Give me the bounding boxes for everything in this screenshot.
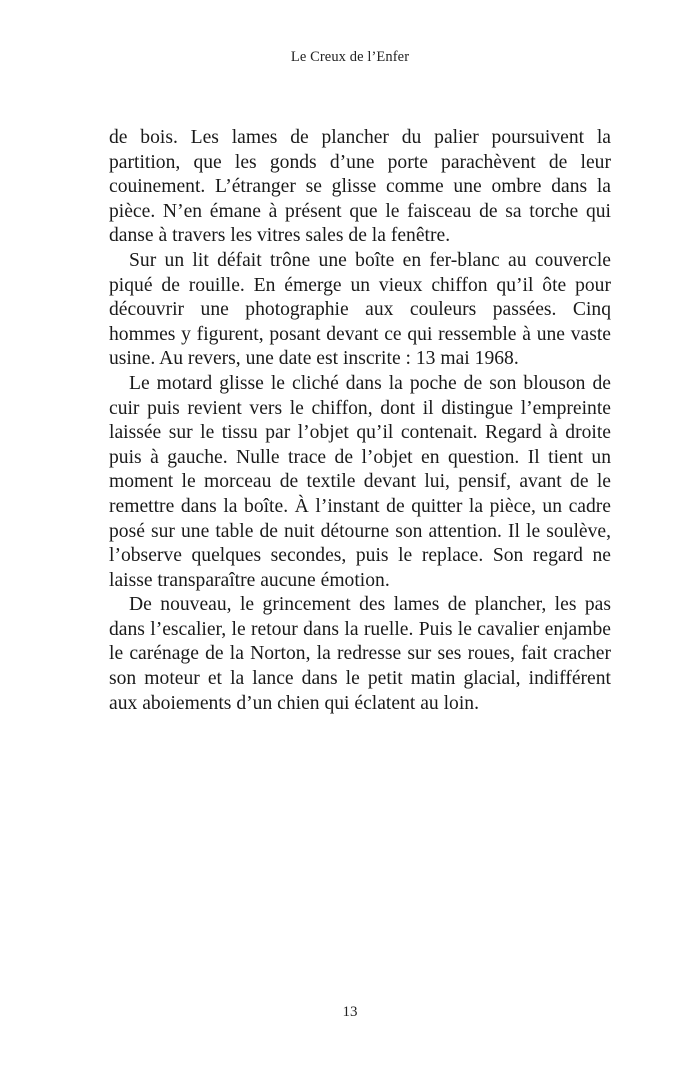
paragraph-1-continuation: de bois. Les lames de plancher du palier poursuivent la partition, que les gonds d’une porte parachèvent de leur couinement. L’étranger se glisse comme une ombre dans la pièce. N’en émane à présent que le faisceau de sa torche qui danse à travers les vitres sales de la fenêtre. bbox=[109, 127, 611, 247]
page-number: 13 bbox=[342, 1004, 358, 1020]
paragraph-4: De nouveau, le grincement des lames de plancher, les pas dans l’escalier, le retour dans la ruelle. Puis le cavalier enjambe le carénage de la Norton, la redresse sur ses roues, fait cracher son moteur et la lance dans le petit matin glacial, indifférent aux aboiements d’un chien qui éclatent au loin. bbox=[109, 594, 611, 714]
body-text bbox=[109, 126, 611, 716]
paragraph-2: Sur un lit défait trône une boîte en fer-blanc au couvercle piqué de rouille. En émerge un vieux chiffon qu’il ôte pour découvrir une photographie aux couleurs passées. Cinq hommes y figurent, posant devant ce qui ressemble à une vaste usine. Au revers, une date est inscrite : 13 mai 1968. bbox=[109, 249, 611, 370]
running-head-title: Le Creux de l’Enfer bbox=[290, 49, 410, 65]
paragraph-3: Le motard glisse le cliché dans la poche de son blouson de cuir puis revient vers le chiffon, dont il distingue l’empreinte laissée sur le tissu par l’objet qu’il contenait. Regard à droite puis à gauche. Nulle trace de l’objet en question. Il tient un moment le morceau de textile devant lui, pensif, avant de le remettre dans la boîte. À l’instant de quitter la pièce, un cadre posé sur une table de nuit détourne son attention. Il le soulève, l’observe quelques secondes, puis le replace. Son regard ne laisse transparaître aucune émotion. bbox=[109, 372, 611, 591]
